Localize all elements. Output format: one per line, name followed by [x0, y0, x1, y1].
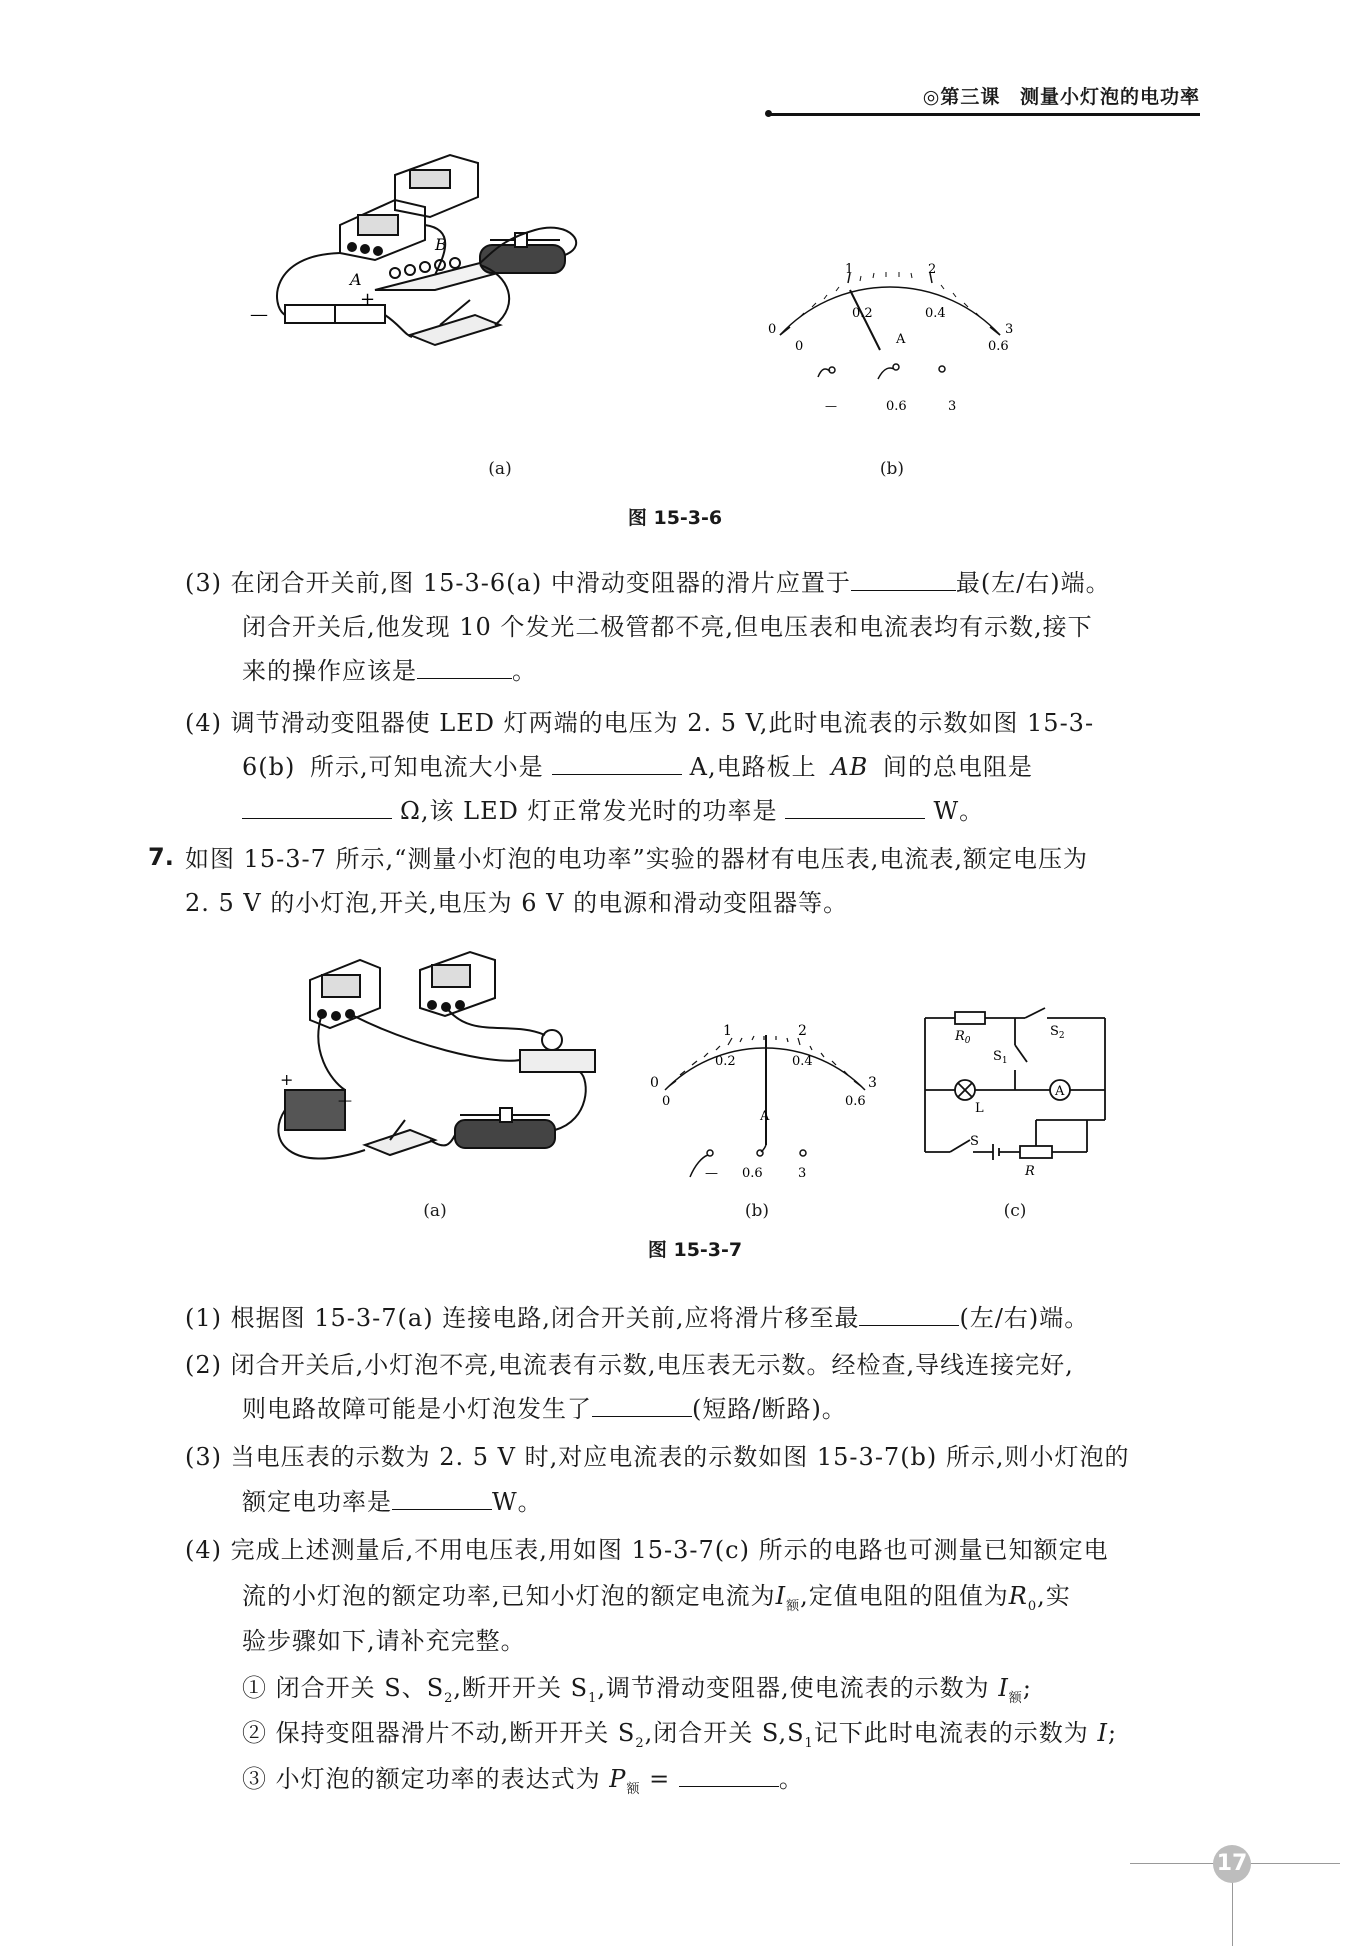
- q6-p3-text1: (3) 在闭合开关前,图 15-3-6(a) 中滑动变阻器的滑片应置于: [185, 569, 851, 597]
- label-R0: $R_0$: [955, 1029, 971, 1046]
- q7-step2-I: I: [1097, 1719, 1108, 1747]
- q7-step2-a: ② 保持变阻器滑片不动,断开开关 S: [242, 1719, 636, 1747]
- rheostat-symbol: [1020, 1146, 1052, 1158]
- q7-step3-end: 。: [778, 1765, 804, 1793]
- rheostat-illustration: [480, 233, 565, 273]
- q6-p3-line3: [242, 648, 537, 694]
- dial-bottom-2: 0.4: [792, 1054, 813, 1069]
- switch-illustration: [410, 300, 500, 345]
- dial-bottom-0: 0: [795, 339, 804, 354]
- page-header: [923, 82, 1200, 109]
- q7-step3: [242, 1756, 804, 1813]
- dial-top-2: 2: [798, 1023, 807, 1039]
- figure-title-15-3-6: 图 15-3-6: [627, 507, 723, 529]
- q6-p4-text3b: W。: [933, 797, 985, 825]
- q7-p1-blank[interactable]: [859, 1295, 959, 1326]
- q6-p3-line2: 闭合开关后,他发现 10 个发光二极管都不亮,但电压表和电流表均有示数,接下: [242, 613, 1093, 641]
- dial-arc: [780, 273, 1000, 335]
- q7-step3-eq: =: [649, 1765, 671, 1793]
- q6-p3-text3: 来的操作应该是: [242, 657, 417, 685]
- dial-unit: A: [896, 332, 906, 347]
- label-S1: $S_1$: [993, 1049, 1008, 1066]
- voltmeter-illustration: [395, 155, 478, 217]
- q7-step1-a: ① 闭合开关 S、S: [242, 1674, 445, 1702]
- q7-p2-text: 则电路故障可能是小灯泡发生了: [242, 1395, 592, 1423]
- q7-p4-text-a: 流的小灯泡的额定功率,已知小灯泡的额定电流为: [242, 1582, 776, 1610]
- caption-15-3-6a: (a): [488, 459, 512, 479]
- q7-step2-end: ;: [1107, 1719, 1118, 1747]
- dial-bottom-3: 0.6: [845, 1094, 866, 1109]
- label-A: A: [1055, 1084, 1065, 1099]
- q7-step1-sub2: 2: [444, 1690, 454, 1706]
- resistor-r0-symbol: [955, 1012, 985, 1024]
- dial-top-0: 0: [650, 1075, 659, 1091]
- q7-intro1: 如图 15-3-7 所示,“测量小灯泡的电功率”实验的器材有电压表,电流表,额定电压为: [185, 845, 1088, 873]
- label-S: S: [970, 1134, 979, 1149]
- q7-number: 7.: [148, 843, 174, 871]
- dial-bottom-2: 0.4: [925, 306, 946, 321]
- header-rule: [770, 113, 1200, 116]
- q6-p4-blank-resistance[interactable]: [242, 788, 392, 819]
- q7-p2-blank[interactable]: [592, 1386, 692, 1417]
- figure-15-3-6a: [250, 185, 720, 415]
- q7-p4-R: R: [1008, 1582, 1028, 1610]
- dial-terminal-06: 0.6: [742, 1166, 763, 1181]
- q7-p1-tail: (左/右)端。: [959, 1304, 1090, 1332]
- q6-p4-text2b: A,电路板上: [689, 753, 817, 781]
- dial-bottom-0: 0: [662, 1094, 671, 1109]
- q7-p3-tail: W。: [492, 1488, 543, 1516]
- q6-p3-text3-tail: 。: [512, 657, 537, 685]
- q7-step2-b: ,闭合开关 S,S: [644, 1719, 805, 1747]
- voltmeter-illustration: [420, 952, 495, 1016]
- battery-plus: +: [280, 1070, 294, 1089]
- q7-p4-I-sub: 额: [786, 1598, 801, 1614]
- q7-step3-P: P: [609, 1765, 627, 1793]
- q6-p4-blank-power[interactable]: [785, 788, 925, 819]
- q7-p4-line3: 验步骤如下,请补充完整。: [242, 1627, 526, 1655]
- q7-p3-line1: (3) 当电压表的示数为 2. 5 V 时,对应电流表的示数如图 15-3-7(b) 所示,则小灯泡的: [185, 1443, 1130, 1471]
- dial-terminal-minus: —: [705, 1166, 718, 1181]
- rheostat-illustration: [455, 1108, 555, 1148]
- ammeter-illustration: [340, 200, 425, 260]
- q6-p4-blank-current[interactable]: [552, 744, 682, 775]
- battery-minus: —: [250, 304, 268, 325]
- battery-minus: —: [338, 1093, 352, 1109]
- q7-p4-R-sub: 0: [1027, 1598, 1038, 1614]
- q7-step2-sub1: 1: [804, 1735, 814, 1751]
- q7-step1-I-sub: 额: [1008, 1690, 1023, 1706]
- q6-p4-line2: [242, 744, 1033, 790]
- dial-terminals: [818, 364, 945, 379]
- dial-bottom-3: 0.6: [988, 339, 1009, 354]
- dial-terminal-3: 3: [948, 399, 957, 414]
- battery-illustration: [285, 1090, 345, 1130]
- page-number: 17: [1213, 1845, 1251, 1883]
- figure-title-15-3-7: 图 15-3-7: [647, 1239, 743, 1261]
- q7-step2-sub2: 2: [635, 1735, 645, 1751]
- dial-terminal-06: 0.6: [886, 399, 907, 414]
- label-A: A: [350, 270, 362, 289]
- q7-p3-text: 额定电功率是: [242, 1488, 392, 1516]
- label-R: R: [1025, 1164, 1035, 1179]
- q7-p2-line2: [242, 1386, 847, 1432]
- q7-step3-blank[interactable]: [679, 1756, 779, 1787]
- dial-top-1: 1: [845, 262, 854, 277]
- q6-p4-line1: (4) 调节滑动变阻器使 LED 灯两端的电压为 2. 5 V,此时电流表的示数如图 15-3-: [185, 709, 1095, 737]
- dial-unit: A: [760, 1109, 770, 1124]
- q7-step2-c: 记下此时电流表的示数为: [813, 1719, 1089, 1747]
- q7-intro2: 2. 5 V 的小灯泡,开关,电压为 6 V 的电源和滑动变阻器等。: [185, 889, 849, 917]
- dial-top-2: 2: [928, 262, 937, 277]
- q7-step3-a: ③ 小灯泡的额定功率的表达式为: [242, 1765, 601, 1793]
- q7-p3-blank[interactable]: [392, 1479, 492, 1510]
- schematic-wires: [925, 1008, 1105, 1160]
- q6-p4-ab: AB: [831, 753, 869, 781]
- dial-bottom-1: 0.2: [852, 306, 873, 321]
- q6-p4-line3: [242, 788, 984, 834]
- caption-15-3-7b: (b): [744, 1201, 770, 1221]
- q7-step1-b: ,断开开关 S: [453, 1674, 589, 1702]
- q6-p3-blank2[interactable]: [417, 648, 512, 679]
- q7-step1-I: I: [998, 1674, 1009, 1702]
- dial-terminal-3: 3: [798, 1166, 807, 1181]
- q7-p4-line1: (4) 完成上述测量后,不用电压表,用如图 15-3-7(c) 所示的电路也可测量已知额定电: [185, 1536, 1109, 1564]
- q7-p3-line2: [242, 1479, 543, 1525]
- caption-15-3-6b: (b): [879, 459, 905, 479]
- q7-step1-sub1: 1: [588, 1690, 598, 1706]
- q7-step3-P-sub: 额: [626, 1781, 641, 1797]
- dial-terminal-minus: —: [825, 399, 837, 413]
- q7-step1-c: ,调节滑动变阻器,使电流表的示数为: [597, 1674, 990, 1702]
- dial-top-1: 1: [723, 1023, 732, 1039]
- dial-top-0: 0: [768, 322, 777, 337]
- q7-p4-text-b: ,定值电阻的阻值为: [800, 1582, 1009, 1610]
- dial-bottom-1: 0.2: [715, 1054, 736, 1069]
- dial-top-3: 3: [1005, 322, 1014, 337]
- q6-p4-text2a: 6(b) 所示,可知电流大小是: [242, 753, 544, 781]
- q7-step1-end: ;: [1022, 1674, 1032, 1702]
- figure-15-3-7c: [915, 1000, 1115, 1180]
- figure-15-3-6b: [760, 255, 1040, 420]
- label-B: B: [435, 235, 447, 254]
- dial-ticks: [800, 272, 980, 317]
- q6-p3-text1-tail: 最(左/右)端。: [955, 569, 1111, 597]
- lesson-label: ◎第三课: [922, 86, 1001, 108]
- battery-plus: +: [360, 289, 376, 310]
- caption-15-3-7a: (a): [423, 1201, 447, 1221]
- figure-15-3-7b: [640, 1005, 880, 1190]
- q7-p4-I: I: [775, 1582, 787, 1610]
- page-number-rule-vertical: [1232, 1880, 1233, 1946]
- q6-p3-line1: [185, 560, 1111, 606]
- figure-15-3-7a: [270, 950, 610, 1180]
- caption-15-3-7c: (c): [1003, 1201, 1027, 1221]
- dial-top-3: 3: [868, 1075, 877, 1091]
- q6-p4-text3a: Ω,该 LED 灯正常发光时的功率是: [400, 797, 778, 825]
- q7-p1-text: (1) 根据图 15-3-7(a) 连接电路,闭合开关前,应将滑片移至最: [185, 1304, 860, 1332]
- q7-p2-tail: (短路/断路)。: [692, 1395, 847, 1423]
- switch-illustration: [365, 1120, 435, 1155]
- q6-p3-blank1[interactable]: [851, 560, 956, 591]
- q7-p1: [185, 1295, 1089, 1341]
- q6-p4-text2c: 间的总电阻是: [882, 753, 1033, 781]
- q7-p2-line1: (2) 闭合开关后,小灯泡不亮,电流表有示数,电压表无示数。经检查,导线连接完好,: [185, 1351, 1074, 1379]
- q7-p4-text-c: ,实: [1037, 1582, 1071, 1610]
- lesson-title: 测量小灯泡的电功率: [1019, 86, 1200, 108]
- label-L: L: [975, 1101, 984, 1116]
- bulb-illustration: [520, 1030, 595, 1072]
- label-S2: $S_2$: [1050, 1024, 1065, 1041]
